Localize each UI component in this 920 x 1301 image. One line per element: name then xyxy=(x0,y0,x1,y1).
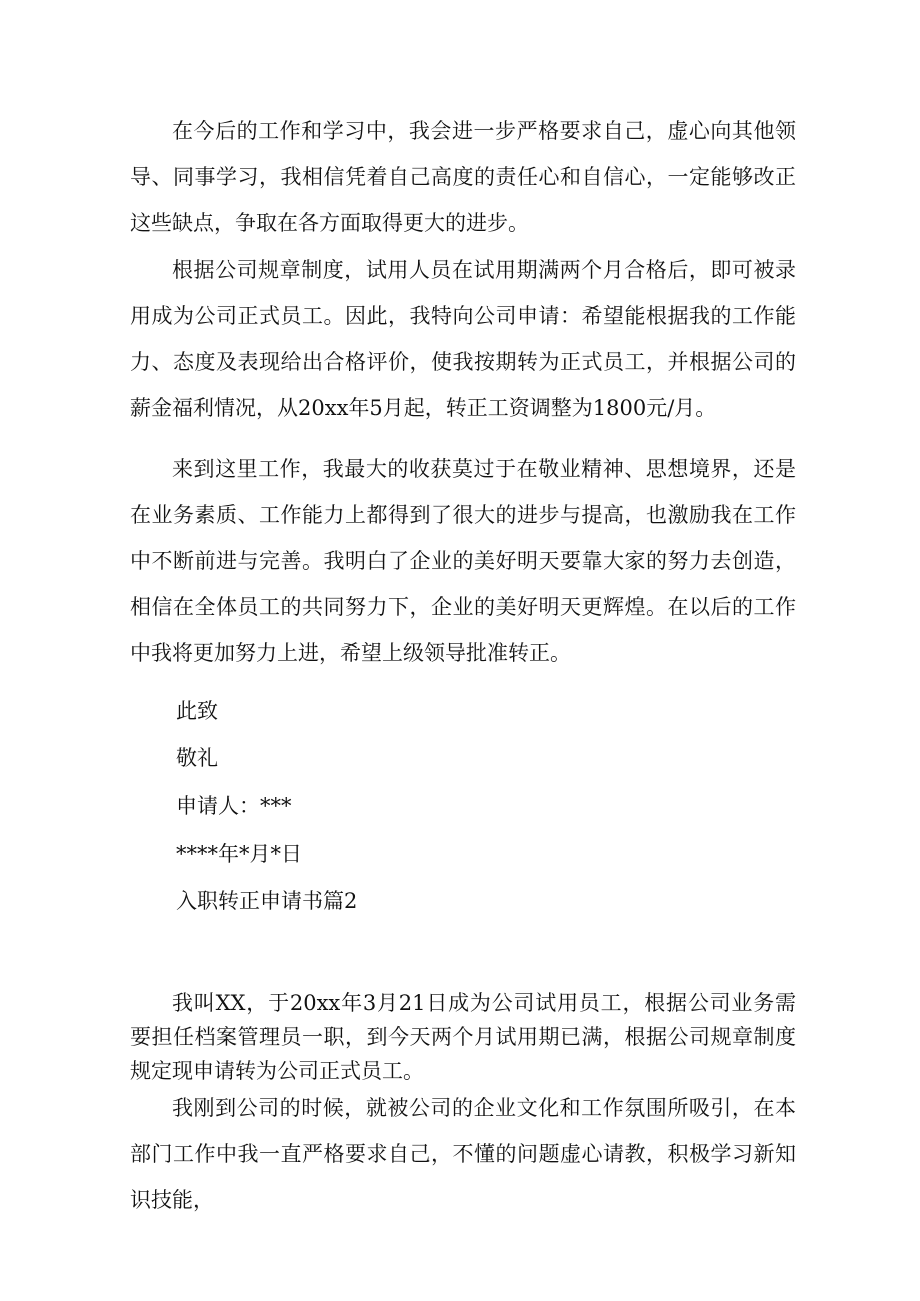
paragraph-application: 根据公司规章制度，试用人员在试用期满两个月合格后，即可被录用成为公司正式员工。因此，我特向公司申请：希望能根据我的工作能力、态度及表现给出合格评价，使我按期转为正式员工，并根据公司的薪金福利情况，从20xx年5月起，转正工资调整为1800元/月。 xyxy=(130,258,796,420)
closing-salutation: 此致 xyxy=(176,699,218,723)
closing-date: ****年*月*日 xyxy=(176,842,302,866)
paragraph-introduction: 我叫XX，于20xx年3月21日成为公司试用员工，根据公司业务需要担任档案管理员一职，到今天两个月试用期已满，根据公司规章制度规定现申请转为公司正式员工。 xyxy=(130,991,796,1083)
closing-regards: 敬礼 xyxy=(176,746,218,770)
section-title: 入职转正申请书篇2 xyxy=(176,889,358,913)
closing-applicant: 申请人：*** xyxy=(176,794,292,818)
paragraph-gains: 来到这里工作，我最大的收获莫过于在敬业精神、思想境界，还是在业务素质、工作能力上都得到了很大的进步与提高，也激励我在工作中不断前进与完善。我明白了企业的美好明天要靠大家的努力去创造，相信在全体员工的共同努力下，企业的美好明天更辉煌。在以后的工作中我将更加努力上进，希望上级领导批准转正。 xyxy=(130,457,796,665)
paragraph-onboarding: 我刚到公司的时候，就被公司的企业文化和工作氛围所吸引，在本部门工作中我一直严格要求自己，不懂的问题虚心请教，积极学习新知识技能， xyxy=(130,1096,796,1212)
paragraph-improvement: 在今后的工作和学习中，我会进一步严格要求自己，虚心向其他领导、同事学习，我相信凭着自己高度的责任心和自信心，一定能够改正这些缺点，争取在各方面取得更大的进步。 xyxy=(130,119,796,235)
